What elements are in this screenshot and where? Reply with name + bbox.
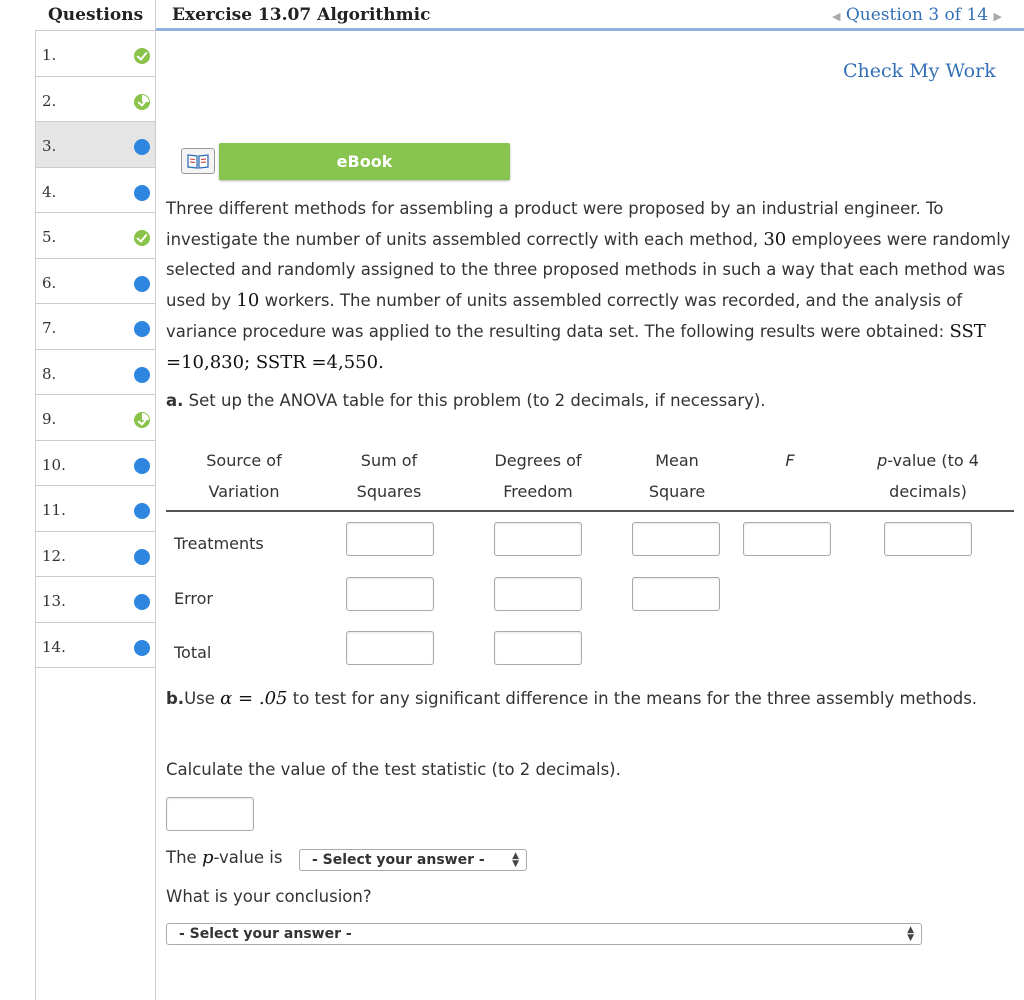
employees-value: 30 xyxy=(763,228,787,250)
part-b-text-2: to test for any significant difference in the means for the three assembly methods. xyxy=(287,689,978,708)
status-dot-icon xyxy=(134,594,150,610)
col-df-line1: Degrees of xyxy=(494,451,582,470)
sidebar-question-14[interactable] xyxy=(36,623,155,669)
total-ss-input[interactable] xyxy=(346,631,434,665)
problem-statement xyxy=(166,194,1014,378)
part-b-text-1: Use xyxy=(184,689,221,708)
sidebar-question-9[interactable] xyxy=(36,395,155,441)
treatments-ss-input[interactable] xyxy=(346,522,434,556)
question-number: 4. xyxy=(42,182,57,201)
treatments-f-input[interactable] xyxy=(743,522,831,556)
question-number: 7. xyxy=(42,319,57,337)
col-source-line1: Source of xyxy=(206,451,282,470)
question-number: 13. xyxy=(42,592,66,610)
status-partial-check-icon xyxy=(134,412,150,428)
workers-value: 10 xyxy=(236,290,260,312)
question-sidebar xyxy=(35,31,156,1000)
question-number: 1. xyxy=(42,46,57,64)
sst-sstr-values: SST =10,830; SSTR =4,550. xyxy=(166,320,986,373)
status-dot-icon xyxy=(134,367,150,383)
status-dot-icon xyxy=(134,276,150,292)
treatments-pvalue-input[interactable] xyxy=(884,522,972,556)
check-my-work-link[interactable]: Check My Work xyxy=(843,60,996,82)
ebook-book-icon[interactable] xyxy=(181,148,215,174)
sidebar-question-8[interactable] xyxy=(36,350,155,396)
col-header-ss xyxy=(330,445,448,507)
question-number: 5. xyxy=(42,228,57,246)
exercise-title: Exercise 13.07 Algorithmic xyxy=(172,5,431,25)
part-a-label: a. xyxy=(166,391,184,410)
sidebar-question-10[interactable] xyxy=(36,441,155,487)
sidebar-question-5[interactable] xyxy=(36,213,155,259)
intro-text-3: workers. The number of units assembled correctly was recorded, and the analysis of variance procedure was applied to the resulting data set. The following results were obtained: xyxy=(166,291,963,341)
sidebar-question-1[interactable] xyxy=(36,31,155,77)
question-number: 6. xyxy=(42,273,57,292)
ebook-button[interactable]: eBook xyxy=(219,143,510,180)
part-b-label: b. xyxy=(166,689,185,708)
question-number: 2. xyxy=(42,91,57,110)
sidebar-question-3[interactable] xyxy=(36,122,155,168)
col-header-pvalue xyxy=(858,445,998,507)
col-source-line2: Variation xyxy=(208,482,280,501)
question-navigator[interactable] xyxy=(832,5,1002,25)
select-arrows-icon: ▲ ▼ xyxy=(907,925,914,943)
table-header-rule xyxy=(166,510,1014,512)
error-ss-input[interactable] xyxy=(346,577,434,611)
status-dot-icon xyxy=(134,139,150,155)
part-b-prompt xyxy=(166,684,1014,715)
treatments-df-input[interactable] xyxy=(494,522,582,556)
row-label-treatments: Treatments xyxy=(174,534,264,553)
sidebar-question-7[interactable] xyxy=(36,304,155,350)
status-dot-icon xyxy=(134,503,150,519)
status-dot-icon xyxy=(134,458,150,474)
pvalue-prefix: The xyxy=(166,848,202,867)
pvalue-suffix: -value is xyxy=(213,848,283,867)
col-ss-line1: Sum of xyxy=(360,451,418,470)
test-statistic-input[interactable] xyxy=(166,797,254,831)
status-check-icon xyxy=(134,230,150,246)
conclusion-select-value: - Select your answer - xyxy=(179,926,352,942)
status-dot-icon xyxy=(134,185,150,201)
question-number: 11. xyxy=(42,501,66,519)
row-label-error: Error xyxy=(174,589,213,608)
treatments-ms-input[interactable] xyxy=(632,522,720,556)
question-number: 14. xyxy=(42,637,66,656)
conclusion-prompt: What is your conclusion? xyxy=(166,887,372,906)
total-df-input[interactable] xyxy=(494,631,582,665)
col-ms-line1: Mean xyxy=(655,451,699,470)
status-partial-check-icon xyxy=(134,94,150,110)
col-df-line2: Freedom xyxy=(503,482,573,501)
sidebar-question-13[interactable] xyxy=(36,577,155,623)
status-dot-icon xyxy=(134,549,150,565)
alpha-expression: α = .05 xyxy=(220,688,288,709)
col-header-ms xyxy=(626,445,728,507)
col-header-df xyxy=(476,445,600,507)
question-nav-label: Question 3 of 14 xyxy=(845,5,989,25)
pvalue-prompt xyxy=(166,843,282,874)
pvalue-select-value: - Select your answer - xyxy=(312,852,485,868)
pvalue-var: p xyxy=(201,847,214,868)
status-dot-icon xyxy=(134,640,150,656)
select-arrows-icon: ▲ ▼ xyxy=(512,851,519,869)
calc-prompt: Calculate the value of the test statistic (to 2 decimals). xyxy=(166,760,621,779)
row-label-total: Total xyxy=(174,643,212,662)
pvalue-select[interactable] xyxy=(299,849,527,871)
part-a-text: Set up the ANOVA table for this problem (to 2 decimals, if necessary). xyxy=(183,391,766,410)
question-number: 9. xyxy=(42,410,57,428)
next-question-icon[interactable]: ▶ xyxy=(993,10,1002,23)
part-a-prompt xyxy=(166,386,766,417)
col-p-line2: decimals) xyxy=(889,482,967,501)
sidebar-question-2[interactable] xyxy=(36,77,155,123)
status-check-icon xyxy=(134,48,150,64)
error-ms-input[interactable] xyxy=(632,577,720,611)
prev-question-icon[interactable]: ◀ xyxy=(831,10,841,23)
question-number: 12. xyxy=(42,546,66,565)
col-p-italic: p xyxy=(877,451,888,470)
col-ss-line2: Squares xyxy=(356,482,422,501)
question-number: 3. xyxy=(42,137,57,155)
conclusion-select[interactable] xyxy=(166,923,922,945)
col-p-line1: -value (to 4 xyxy=(887,451,979,470)
header-divider xyxy=(156,28,1024,31)
sidebar-question-12[interactable] xyxy=(36,532,155,578)
col-ms-line2: Square xyxy=(648,482,706,501)
intro-text-2: employees were randomly selected and randomly assigned to the three proposed methods in such a way that each method was used by xyxy=(166,229,1011,311)
sidebar-question-4[interactable] xyxy=(36,168,155,214)
sidebar-question-11[interactable] xyxy=(36,486,155,532)
intro-text-1: Three different methods for assembling a product were proposed by an industrial engineer. To investigate the number of units assembled correctly with each method, xyxy=(166,199,944,249)
question-number: 8. xyxy=(42,364,57,383)
error-df-input[interactable] xyxy=(494,577,582,611)
question-number: 10. xyxy=(42,455,66,474)
col-header-f: F xyxy=(785,451,795,470)
col-header-source xyxy=(174,445,314,507)
questions-title: Questions xyxy=(48,5,144,25)
status-dot-icon xyxy=(134,321,150,337)
sidebar-question-6[interactable] xyxy=(36,259,155,305)
